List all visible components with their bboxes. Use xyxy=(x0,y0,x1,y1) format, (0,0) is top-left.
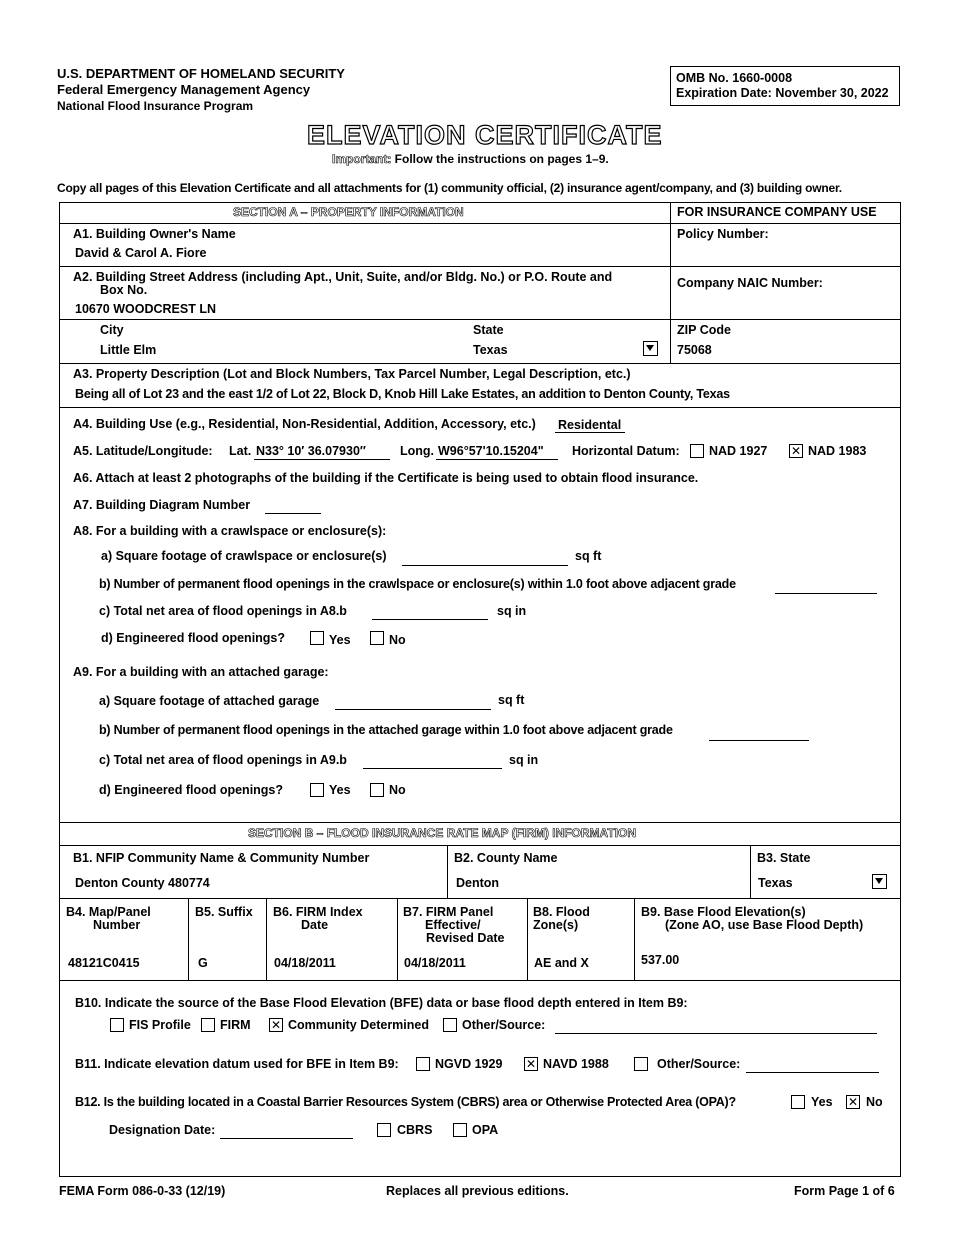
b11-ngvd-label: NGVD 1929 xyxy=(435,1057,503,1071)
b1-community-value[interactable]: Denton County 480774 xyxy=(75,876,210,890)
b5-suffix-value[interactable]: G xyxy=(198,956,208,970)
b9-bfe-value[interactable]: 537.00 xyxy=(641,953,680,967)
nad1927-checkbox[interactable] xyxy=(690,444,704,458)
b12-no-checkbox[interactable]: ✕ xyxy=(847,1095,859,1109)
expiration-date: Expiration Date: November 30, 2022 xyxy=(676,86,889,100)
b6-label-cont: Date xyxy=(301,918,329,932)
b7-label: B7. FIRM Panel xyxy=(403,905,494,919)
a5-label: A5. Latitude/Longitude: xyxy=(73,444,213,458)
b11-navd-checkbox[interactable]: ✕ xyxy=(525,1057,537,1071)
b10-community-checkbox[interactable]: ✕ xyxy=(270,1018,282,1032)
a2-street-address[interactable]: 10670 WOODCREST LN xyxy=(75,302,217,316)
a8d-no-label: No xyxy=(389,633,406,647)
a4-building-use[interactable]: Residental xyxy=(558,418,622,432)
nad1983-label: NAD 1983 xyxy=(808,444,867,458)
b12-label: B12. Is the building located in a Coastal Barrier Resources System (CBRS) area or Otherwise Protected Area (OPA)? xyxy=(75,1095,736,1109)
b10-other-label: Other/Source: xyxy=(462,1018,546,1032)
copy-instructions: Copy all pages of this Elevation Certificate and all attachments for (1) community official, (2) insurance agent/company, and (3) building owner. xyxy=(57,181,842,195)
b8-label: B8. Flood xyxy=(533,905,590,919)
a3-label: A3. Property Description (Lot and Block Numbers, Tax Parcel Number, Legal Description, etc.) xyxy=(73,367,631,381)
a8c-label: c) Total net area of flood openings in A8.b xyxy=(99,604,347,618)
b8-label-cont: Zone(s) xyxy=(533,918,579,932)
b11-other-checkbox[interactable] xyxy=(634,1057,648,1071)
b11-other-source-field[interactable] xyxy=(746,1072,879,1073)
omb-box xyxy=(670,66,900,106)
cbrs-checkbox[interactable] xyxy=(377,1123,391,1137)
section-b-title: SECTION B – FLOOD INSURANCE RATE MAP (FIRM) INFORMATION xyxy=(248,826,636,840)
b12-no-label: No xyxy=(866,1095,883,1109)
a9d-no-label: No xyxy=(389,783,406,797)
b5-label: B5. Suffix xyxy=(195,905,253,919)
a9d-yes-checkbox[interactable] xyxy=(310,783,324,797)
footer-form-number: FEMA Form 086-0-33 (12/19) xyxy=(59,1184,226,1198)
important-text: Follow the instructions on pages 1–9. xyxy=(394,152,609,166)
b12-yes-label: Yes xyxy=(811,1095,833,1109)
b2-county-value[interactable]: Denton xyxy=(456,876,500,890)
b12-yes-checkbox[interactable] xyxy=(791,1095,805,1109)
insurance-company-use: FOR INSURANCE COMPANY USE xyxy=(677,205,877,219)
zip-value[interactable]: 75068 xyxy=(677,343,712,357)
b11-other-label: Other/Source: xyxy=(657,1057,741,1071)
a8-label: A8. For a building with a crawlspace or enclosure(s): xyxy=(73,524,387,538)
b6-firm-index-value[interactable]: 04/18/2011 xyxy=(274,956,336,970)
b10-firm-label: FIRM xyxy=(220,1018,251,1032)
state-dropdown-chevron-icon[interactable] xyxy=(643,341,658,356)
zip-label: ZIP Code xyxy=(677,323,731,337)
omb-number: OMB No. 1660-0008 xyxy=(676,71,793,85)
section-a-title: SECTION A – PROPERTY INFORMATION xyxy=(233,205,464,219)
b7-label-cont2: Revised Date xyxy=(426,931,505,945)
state-value[interactable]: Texas xyxy=(473,343,508,357)
b3-state-dropdown-chevron-icon[interactable] xyxy=(872,874,887,889)
a1-label: A1. Building Owner's Name xyxy=(73,227,236,241)
b4-map-panel-value[interactable]: 48121C0415 xyxy=(68,956,140,970)
a8a-unit: sq ft xyxy=(575,549,602,563)
footer-replaces: Replaces all previous editions. xyxy=(386,1184,569,1198)
a8c-unit: sq in xyxy=(497,604,527,618)
designation-date-field[interactable] xyxy=(220,1138,353,1139)
b7-firm-panel-value[interactable]: 04/18/2011 xyxy=(404,956,466,970)
form-title: ELEVATION CERTIFICATE xyxy=(307,120,663,150)
program-name: National Flood Insurance Program xyxy=(57,99,254,113)
a7-diagram-number-field[interactable] xyxy=(265,513,321,514)
b9-label: B9. Base Flood Elevation(s) xyxy=(641,905,806,919)
b10-fis-checkbox[interactable] xyxy=(110,1018,124,1032)
a9a-unit: sq ft xyxy=(498,693,525,707)
b3-label: B3. State xyxy=(757,851,811,865)
a9-label: A9. For a building with an attached garage: xyxy=(73,665,329,679)
b10-community-label: Community Determined xyxy=(288,1018,429,1032)
b4-label-cont: Number xyxy=(93,918,141,932)
state-label: State xyxy=(473,323,504,337)
b10-other-source-field[interactable] xyxy=(555,1033,877,1034)
a4-label: A4. Building Use (e.g., Residential, Non-Residential, Addition, Accessory, etc.) xyxy=(73,417,536,431)
nad1927-label: NAD 1927 xyxy=(709,444,768,458)
important-note xyxy=(332,152,609,166)
a8c-net-area-field[interactable] xyxy=(372,619,488,620)
a3-property-description[interactable]: Being all of Lot 23 and the east 1/2 of Lot 22, Block D, Knob Hill Lake Estates, an addition to Denton County, Texas xyxy=(75,387,730,401)
important-label: Important: xyxy=(332,152,392,166)
b2-label: B2. County Name xyxy=(454,851,558,865)
a9d-no-checkbox[interactable] xyxy=(370,783,384,797)
b3-state-value[interactable]: Texas xyxy=(758,876,793,890)
opa-label: OPA xyxy=(472,1123,499,1137)
policy-number-label: Policy Number: xyxy=(677,227,769,241)
a7-label: A7. Building Diagram Number xyxy=(73,498,251,512)
a2-label: A2. Building Street Address (including Apt., Unit, Suite, and/or Bldg. No.) or P.O. Route and xyxy=(73,270,613,284)
city-label: City xyxy=(100,323,124,337)
b10-other-checkbox[interactable] xyxy=(443,1018,457,1032)
a9a-label: a) Square footage of attached garage xyxy=(99,694,320,708)
a8b-openings-field[interactable] xyxy=(775,593,877,594)
b11-navd-label: NAVD 1988 xyxy=(543,1057,609,1071)
b10-firm-checkbox[interactable] xyxy=(201,1018,215,1032)
b9-label-cont: (Zone AO, use Base Flood Depth) xyxy=(665,918,864,932)
a6-label: A6. Attach at least 2 photographs of the building if the Certificate is being used to obtain flood insurance. xyxy=(73,471,699,485)
agency-name: Federal Emergency Management Agency xyxy=(57,82,311,97)
lat-label: Lat. xyxy=(229,444,252,458)
a9c-label: c) Total net area of flood openings in A9.b xyxy=(99,753,347,767)
long-label: Long. xyxy=(400,444,435,458)
designation-date-label: Designation Date: xyxy=(109,1123,216,1137)
a8d-label: d) Engineered flood openings? xyxy=(101,631,286,645)
a2-label-cont: Box No. xyxy=(100,283,148,297)
b10-fis-label: FIS Profile xyxy=(129,1018,191,1032)
nad1983-checkbox[interactable]: ✕ xyxy=(790,444,802,458)
b6-label: B6. FIRM Index xyxy=(273,905,363,919)
latitude-value[interactable]: N33° 10′ 36.07930″ xyxy=(256,444,366,458)
b8-flood-zone-value[interactable]: AE and X xyxy=(534,956,589,970)
naic-number-label: Company NAIC Number: xyxy=(677,276,823,290)
a8b-label: b) Number of permanent flood openings in the crawlspace or enclosure(s) within 1.0 foot above adjacent grade xyxy=(99,577,736,591)
b11-ngvd-checkbox[interactable] xyxy=(416,1057,430,1071)
footer-page-number: Form Page 1 of 6 xyxy=(794,1184,895,1198)
a8d-yes-label: Yes xyxy=(329,633,351,647)
b4-label: B4. Map/Panel xyxy=(66,905,151,919)
a9c-net-area-field[interactable] xyxy=(363,768,502,769)
department-name: U.S. DEPARTMENT OF HOMELAND SECURITY xyxy=(57,66,345,81)
a8d-yes-checkbox[interactable] xyxy=(310,631,324,645)
a8d-no-checkbox[interactable] xyxy=(370,631,384,645)
opa-checkbox[interactable] xyxy=(453,1123,467,1137)
cbrs-label: CBRS xyxy=(397,1123,433,1137)
a8a-square-footage-field[interactable] xyxy=(402,565,568,566)
a9d-label: d) Engineered flood openings? xyxy=(99,783,284,797)
a9b-openings-field[interactable] xyxy=(709,740,809,741)
a9d-yes-label: Yes xyxy=(329,783,351,797)
city-value[interactable]: Little Elm xyxy=(100,343,157,357)
a9c-unit: sq in xyxy=(509,753,539,767)
b1-label: B1. NFIP Community Name & Community Number xyxy=(73,851,370,865)
a8a-label: a) Square footage of crawlspace or enclosure(s) xyxy=(101,549,387,563)
horizontal-datum-label: Horizontal Datum: xyxy=(572,444,680,458)
a9b-label: b) Number of permanent flood openings in the attached garage within 1.0 foot above adjacent grade xyxy=(99,723,673,737)
a9a-square-footage-field[interactable] xyxy=(335,709,491,710)
a1-owner-name[interactable]: David & Carol A. Fiore xyxy=(75,246,207,260)
b11-label: B11. Indicate elevation datum used for BFE in Item B9: xyxy=(75,1057,399,1071)
longitude-value[interactable]: W96°57'10.15204" xyxy=(438,444,544,458)
b7-label-cont: Effective/ xyxy=(425,918,481,932)
b10-label: B10. Indicate the source of the Base Flood Elevation (BFE) data or base flood depth entered in Item B9: xyxy=(75,996,688,1010)
